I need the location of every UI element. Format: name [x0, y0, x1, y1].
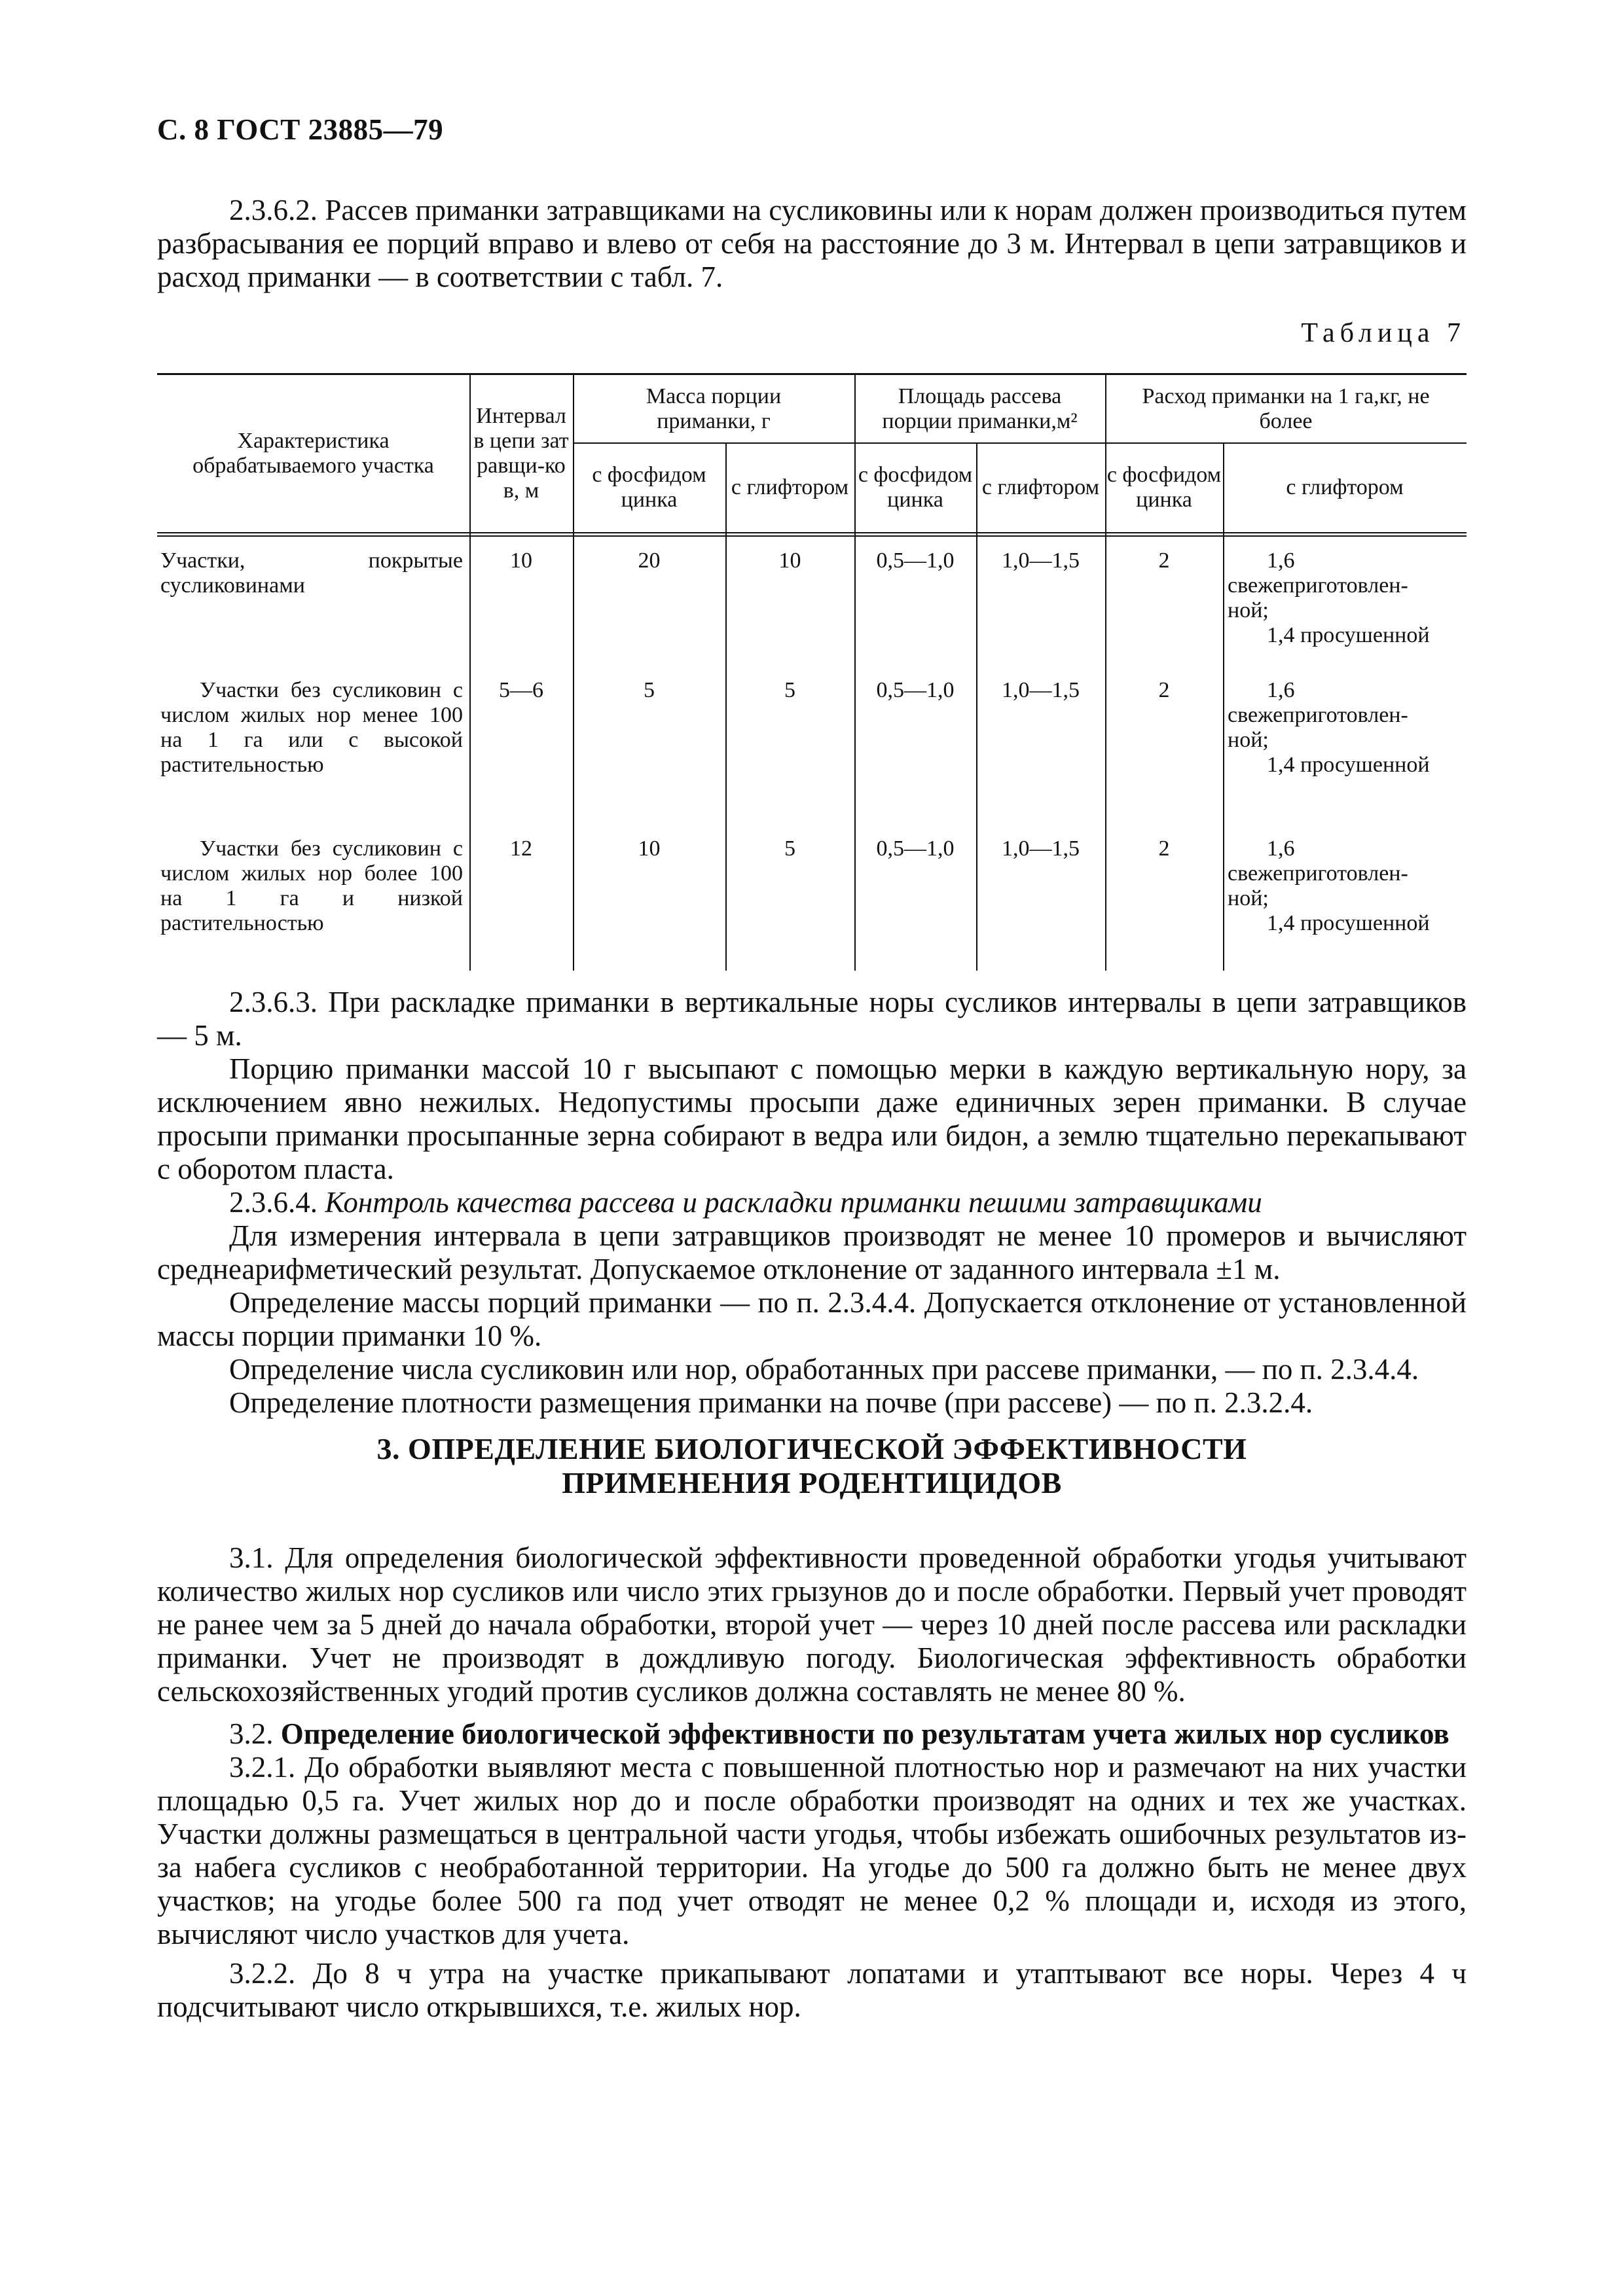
row-2-cons-line2: свежеприготовлен- — [1228, 703, 1408, 727]
paragraph-3-2-2: 3.2.2. До 8 ч утра на участке прикапывают лопатами и утаптывают все норы. Через 4 ч подсчитывают число открывшихся, т.е. жилых нор. — [157, 1957, 1467, 2023]
row-2-cons-line3: ной; — [1228, 728, 1269, 752]
row-1-area-glyphtor: 1,0—1,5 — [1002, 548, 1080, 573]
row-2-cons-phosphide: 2 — [1158, 678, 1170, 702]
paragraph-2-3-6-3: 2.3.6.3. При раскладке приманки в вертикальные норы сусликов интервалы в цепи затравщиков — 5 м. — [157, 986, 1467, 1052]
row-1-area-phosphide: 0,5—1,0 — [876, 548, 955, 573]
paragraph-2-3-6-4-number: 2.3.6.4. — [229, 1186, 318, 1219]
row-3-characteristic: Участки без сусликовин с числом жилых нор более 100 на 1 га и низкой растительностью — [160, 836, 463, 935]
row-2-interval: 5—6 — [499, 678, 543, 702]
paragraph-2-3-6-4 — [157, 1186, 1467, 1219]
row-3-cons-line3: ной; — [1228, 886, 1269, 910]
row-3-area-glyphtor: 1,0—1,5 — [1002, 836, 1080, 861]
row-3-cons-phosphide: 2 — [1158, 836, 1170, 861]
paragraph-3-2-title: Определение биологической эффективности по результатам учета жилых нор сусликов — [280, 1717, 1450, 1750]
header-cons-glyphtor: с глифтором — [1286, 475, 1404, 499]
row-3-cons-line2: свежеприготовлен- — [1228, 861, 1408, 886]
row-2-characteristic: Участки без сусликовин с числом жилых нор менее 100 на 1 га или с высокой растительностью — [160, 678, 463, 777]
table-header-separator — [157, 532, 1467, 537]
row-1-mass-phosphide: 20 — [638, 548, 661, 573]
paragraph-count: Определение числа сусликовин или нор, обработанных при рассеве приманки, — по п. 2.3.4.4. — [229, 1353, 1419, 1386]
row-1-cons-phosphide: 2 — [1158, 548, 1170, 573]
row-1-mass-glyphtor: 10 — [778, 548, 801, 573]
row-3-mass-glyphtor: 5 — [784, 836, 795, 861]
row-1-cons-line1: 1,6 — [1267, 548, 1295, 573]
row-3-interval: 12 — [510, 836, 532, 861]
row-3-cons-glyphtor — [1228, 836, 1463, 936]
row-1-cons-line3: ной; — [1228, 598, 1269, 622]
paragraph-portion: Порцию приманки массой 10 г высыпают с помощью мерки в каждую вертикальную нору, за исключением явно нежилых. Недопустимы просыпи даже единичных зерен приманки. В случае просыпи приманки просыпанные зерна собирают в ведра или бидон, а землю тщательно перекапывают с оборотом пласта. — [157, 1052, 1467, 1185]
row-3-mass-phosphide: 10 — [638, 836, 661, 861]
header-characteristic: Характеристика обрабатываемого участка — [192, 429, 434, 478]
table-7 — [157, 373, 1467, 971]
row-1-cons-glyphtor — [1228, 548, 1463, 648]
header-consumption-group: Расход приманки на 1 га,кг, не более — [1142, 384, 1430, 433]
paragraph-3-2-number: 3.2. — [229, 1717, 274, 1750]
paragraph-3-1: 3.1. Для определения биологической эффективности проведенной обработки угодья учитывают количество жилых нор сусликов или число этих грызунов до и после обработки. Первый учет проводят не ранее чем за 5 дней до начала обработки, второй учет — через 10 дней после рассева или раскладки приманки. Учет не производят в дождливую погоду. Биологическая эффективность обработки сельскохозяйственных угодий против сусликов должна составлять не менее 80 %. — [157, 1541, 1467, 1708]
paragraph-3-2 — [157, 1717, 1467, 1751]
paragraph-3-2-1: 3.2.1. До обработки выявляют места с повышенной плотностью нор и размечают на них участки площадью 0,5 га. Учет жилых нор до и после обработки производят на одних и тех же участках. Участки должны размещаться в центральной части угодья, чтобы избежать ошибочных результатов из-за набега сусликов с необработанной территории. На угодье до 500 га должно быть не менее двух участков; на угодье более 500 га под учет отводят не менее 0,2 % площади и, исходя из этого, вычисляют число участков для учета. — [157, 1751, 1467, 1950]
page-header: С. 8 ГОСТ 23885—79 — [157, 113, 444, 146]
header-mass-glyphtor: с глифтором — [731, 475, 849, 499]
row-2-area-glyphtor: 1,0—1,5 — [1002, 678, 1080, 702]
section-3-title — [157, 1432, 1467, 1500]
header-area-phosphide: с фосфидом цинка — [858, 462, 973, 512]
header-mass-phosphide: с фосфидом цинка — [592, 462, 706, 512]
row-2-cons-glyphtor — [1228, 678, 1463, 778]
row-3-cons-line1: 1,6 — [1267, 836, 1295, 861]
table-caption: Таблица 7 — [1301, 318, 1466, 348]
header-area-glyphtor: с глифтором — [981, 475, 1100, 499]
row-2-cons-line1: 1,6 — [1267, 678, 1295, 702]
paragraph-measure: Для измерения интервала в цепи затравщиков производят не менее 10 промеров и вычисляют среднеарифметический результат. Допускаемое отклонение от заданного интервала ±1 м. — [157, 1219, 1467, 1285]
row-2-mass-glyphtor: 5 — [784, 678, 795, 702]
row-2-cons-line4: 1,4 просушенной — [1267, 753, 1430, 777]
header-interval: Интервал в цепи затравщи-ков, м — [473, 404, 569, 503]
row-1-cons-line2: свежеприготовлен- — [1228, 573, 1408, 598]
row-2-area-phosphide: 0,5—1,0 — [876, 678, 955, 702]
header-area-group: Площадь рассева порции приманки,м² — [882, 384, 1078, 433]
header-mass-group: Масса порции приманки, г — [646, 384, 782, 433]
row-2-mass-phosphide: 5 — [644, 678, 655, 702]
section-3-title-line1: 3. ОПРЕДЕЛЕНИЕ БИОЛОГИЧЕСКОЙ ЭФФЕКТИВНОСТИ — [376, 1432, 1247, 1465]
paragraph-mass: Определение массы порций приманки — по п. 2.3.4.4. Допускается отклонение от установленной массы порции приманки 10 %. — [157, 1286, 1467, 1352]
header-cons-phosphide: с фосфидом цинка — [1106, 462, 1222, 512]
row-1-characteristic: Участки, покрытые сусликовинами — [160, 548, 463, 598]
paragraph-2-3-6-4-title: Контроль качества рассева и раскладки приманки пешими затравщиками — [325, 1186, 1262, 1219]
paragraph-2-3-6-2: 2.3.6.2. Рассев приманки затравщиками на сусликовины или к норам должен производиться путем разбрасывания ее порций вправо и влево от себя на расстояние до 3 м. Интервал в цепи затравщиков и расход приманки — в соответствии с табл. 7. — [157, 194, 1467, 293]
paragraph-density: Определение плотности размещения приманки на почве (при рассеве) — по п. 2.3.2.4. — [229, 1386, 1313, 1419]
row-1-interval: 10 — [510, 548, 532, 573]
row-3-cons-line4: 1,4 просушенной — [1267, 911, 1430, 935]
row-1-cons-line4: 1,4 просушенной — [1267, 623, 1430, 647]
section-3-title-line2: ПРИМЕНЕНИЯ РОДЕНТИЦИДОВ — [562, 1466, 1062, 1499]
row-3-area-phosphide: 0,5—1,0 — [876, 836, 955, 861]
